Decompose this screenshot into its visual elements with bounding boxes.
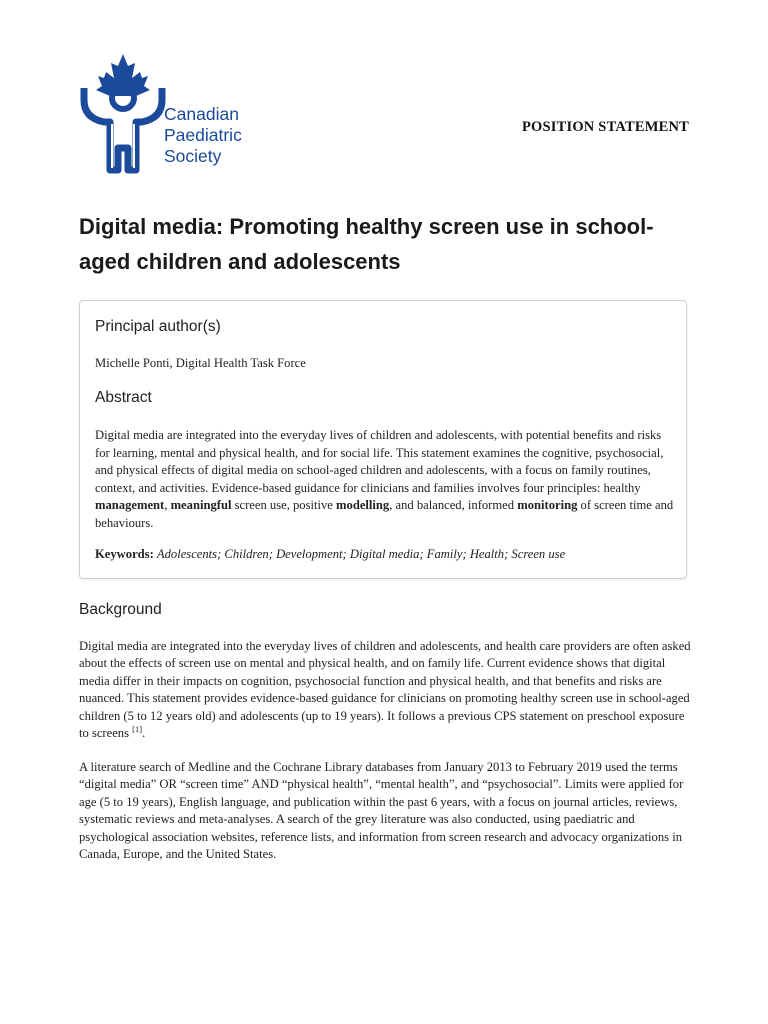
background-paragraph: A literature search of Medline and the Cochrane Library databases from January 2013 to February 2019 used the terms “digital media” OR “screen time” AND “physical health”, “mental health”, and “psychosocial”. Limits were applied for age (5 to 19 years), English language, and publication within the past 6 years, with a focus on journal articles, reviews, systematic reviews and meta-analyses. A search of the grey literature was also conducted, using paediatric and psychological association websites, reference lists, and information from screen research and advocacy organizations in Canada, Europe, and the United States.	[79, 760, 684, 862]
keywords-list: Adolescents; Children; Development; Digital media; Family; Health; Screen use	[156, 547, 566, 561]
abstract-text-run: of screen time and behaviours.	[95, 498, 674, 530]
maple-leaf-child-icon	[78, 52, 168, 174]
paragraph-text: Digital media are integrated into the everyday lives of children and adolescents, and health care providers are often asked about the effects of screen use on mental and physical health, and on family life. Current evidence shows that digital media differ in their impacts on cognition, psychosocial function and physical health, and that benefits and risks are nuanced. This statement provides evidence-based guidance for clinicians on promoting healthy screen use in school-aged children (5 to 12 years old) and adolescents (up to 19 years). It follows a previous CPS statement on preschool exposure to screens	[79, 639, 691, 741]
abstract-emphasis: management	[95, 498, 165, 513]
authors-heading: Principal author(s)	[95, 318, 221, 335]
abstract-box	[79, 300, 687, 579]
abstract-heading: Abstract	[95, 389, 152, 406]
abstract-text-run: screen use, positive	[231, 498, 337, 513]
abstract-text-run: , and balanced, informed	[389, 498, 518, 513]
abstract-emphasis: modelling	[336, 498, 390, 513]
document-type-label: POSITION STATEMENT	[521, 119, 689, 135]
abstract-emphasis: monitoring	[517, 498, 578, 513]
background-paragraph	[79, 638, 691, 742]
org-name-line: Paediatric	[164, 125, 242, 145]
paragraph-text: .	[142, 726, 146, 741]
abstract-text-run: ,	[164, 498, 171, 513]
abstract-text	[95, 427, 675, 533]
authors-text: Michelle Ponti, Digital Health Task Force	[95, 356, 306, 370]
cps-logo	[78, 52, 258, 174]
reference-link[interactable]: [1]	[132, 723, 143, 734]
org-name-line: Society	[164, 146, 222, 166]
abstract-text-run: Digital media are integrated into the everyday lives of children and adolescents, with potential benefits and risks for learning, mental and physical health, and for social life. This statement examines the cognitive, psychosocial, and physical effects of digital media on school-aged children and adolescents, with a focus on family routines, context, and activities. Evidence-based guidance for clinicians and families involves four principles: healthy	[95, 428, 664, 495]
org-name	[164, 104, 242, 167]
keywords-label: Keywords:	[95, 547, 154, 561]
abstract-emphasis: meaningful	[170, 498, 232, 513]
background-heading: Background	[79, 601, 162, 618]
org-name-line: Canadian	[164, 104, 239, 124]
keywords-line	[95, 546, 675, 564]
page-title: Digital media: Promoting healthy screen use in school-aged children and adolescents	[79, 214, 654, 274]
